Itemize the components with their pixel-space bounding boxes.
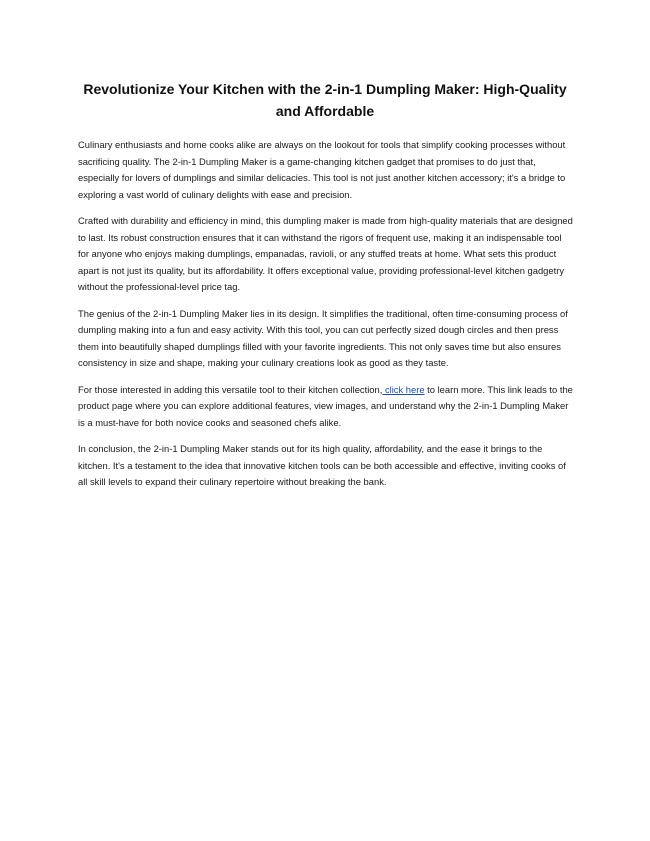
link-paragraph: [78, 382, 574, 432]
document-body: [78, 137, 574, 501]
design-paragraph: The genius of the 2-in-1 Dumpling Maker lies in its design. It simplifies the traditional, often time-consuming process of dumpling making into a fun and easy activity. With this tool, you can cut perfectly sized dough circles and then press them into beautifully shaped dumplings filled with your favorite ingredients. This not only saves time but also ensures consistency in size and shape, making your culinary creations look as good as they taste.: [78, 307, 568, 368]
document-title: Revolutionize Your Kitchen with the 2-in-1 Dumpling Maker: High-Quality and Affordable: [83, 81, 567, 119]
click-here-link[interactable]: click here: [382, 383, 425, 395]
link-paragraph-before: For those interested in adding this versatile tool to their kitchen collection,: [78, 383, 383, 395]
intro-paragraph: Culinary enthusiasts and home cooks alike are always on the lookout for tools that simplify cooking processes without sacrificing quality. The 2-in-1 Dumpling Maker is a game-changing kitchen gadget that promises to do just that, especially for lovers of dumplings and similar delicacies. This tool is not just another kitchen accessory; it's a bridge to exploring a vast world of culinary delights with ease and precision.: [78, 139, 566, 200]
conclusion-paragraph: In conclusion, the 2-in-1 Dumpling Maker stands out for its high quality, affordability, and the ease it brings to the kitchen. It's a testament to the idea that innovative kitchen tools can be both accessible and effective, inviting cooks of all skill levels to expand their culinary repertoire without breaking the bank.: [78, 443, 566, 487]
durability-paragraph: Crafted with durability and efficiency in mind, this dumpling maker is made from high-quality materials that are designed to last. Its robust construction ensures that it can withstand the rigors of frequent use, making it an indispensable tool for anyone who enjoys making dumplings, empanadas, ravioli, or any stuffed treats at home. What sets this product apart is not just its quality, but its affordability. It offers exceptional value, providing professional-level kitchen gadgetry without the professional-level price tag.: [78, 215, 573, 292]
link-paragraph-after: to learn more. This link leads to the product page where you can explore additional features, view images, and understand why the 2-in-1 Dumpling Maker is a must-have for both novice cooks and seasoned chefs alike.: [78, 383, 573, 428]
